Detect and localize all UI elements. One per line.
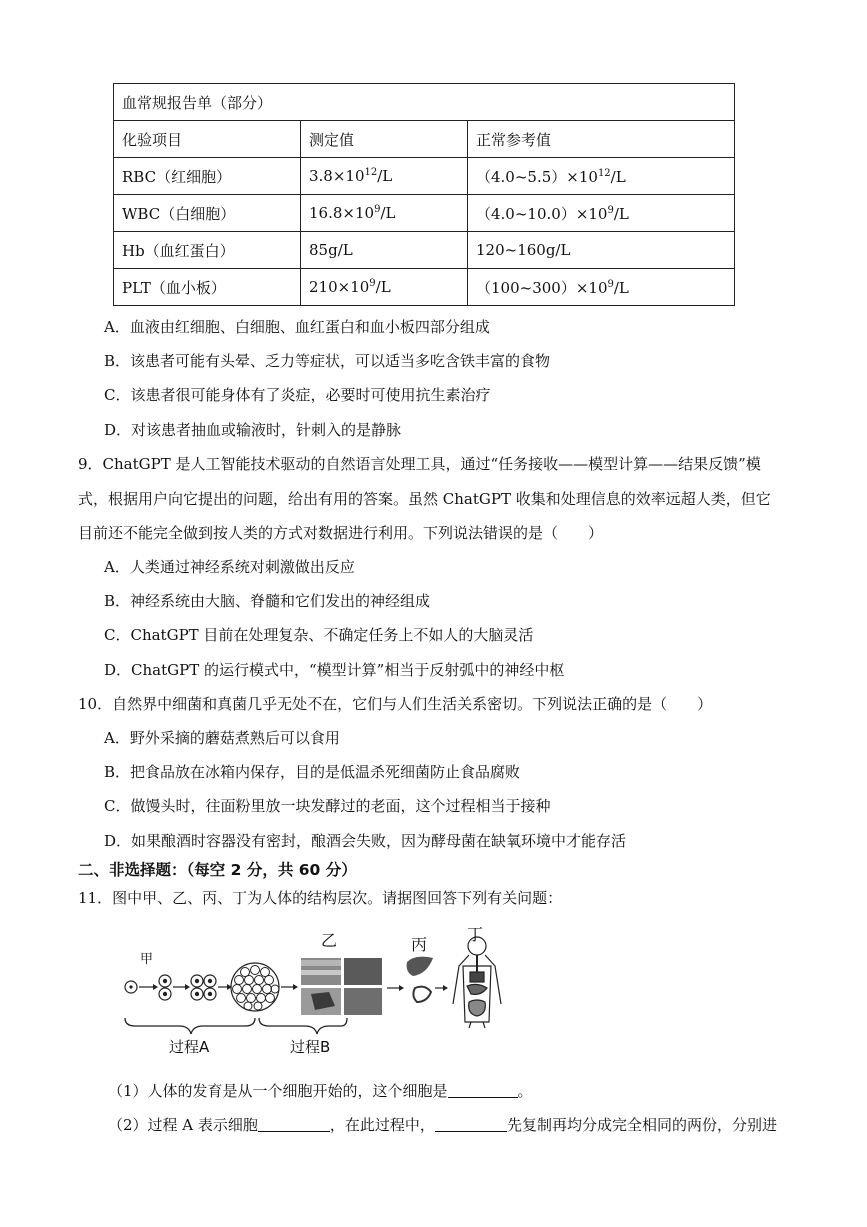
row-reference: $(4.0\sim 10.0)\times 10^9/L$ bbox=[468, 195, 735, 232]
human-body-icon bbox=[453, 937, 501, 1028]
body-structure-figure bbox=[115, 922, 525, 1062]
row-value: $210\times 10^9/L$ bbox=[301, 269, 468, 306]
row-item: RBC（红细胞） bbox=[114, 158, 301, 195]
header-item: 化验项目 bbox=[114, 121, 301, 158]
brace-a bbox=[125, 1018, 255, 1034]
q9-stem-line1: 9．ChatGPT 是人工智能技术驱动的自然语言处理工具，通过“任务接收——模型计算——结果反馈”模 bbox=[78, 455, 761, 473]
q11-stem: 11．图中甲、乙、丙、丁为人体的结构层次。请据图回答下列有关问题： bbox=[78, 889, 563, 907]
row-value: $16.8\times 10^9/L$ bbox=[301, 195, 468, 232]
q10-option-a: A．野外采摘的蘑菇煮熟后可以食用 bbox=[104, 729, 340, 747]
q11-sub1: （1）人体的发育是从一个细胞开始的，这个细胞是 。 bbox=[108, 1082, 533, 1100]
answer-blank[interactable] bbox=[448, 1081, 518, 1098]
table-row bbox=[114, 195, 735, 232]
tissue-images-icon bbox=[301, 958, 382, 1015]
q9-option-d: D．ChatGPT 的运行模式中，“模型计算”相当于反射弧中的神经中枢 bbox=[104, 661, 565, 679]
label-bing: 丙 bbox=[411, 935, 428, 954]
q9-option-b: B．神经系统由大脑、脊髓和它们发出的神经组成 bbox=[104, 592, 431, 610]
row-item: PLT（血小板） bbox=[114, 269, 301, 306]
answer-blank[interactable] bbox=[258, 1115, 330, 1132]
row-value: 85g/L bbox=[301, 232, 468, 269]
label-jia: 甲 bbox=[140, 952, 154, 967]
row-item: Hb（血红蛋白） bbox=[114, 232, 301, 269]
row-reference: $(100\sim 300)\times 10^9/L$ bbox=[468, 269, 735, 306]
label-process-b: 过程B bbox=[290, 1038, 331, 1056]
label-ding: 丁 bbox=[467, 925, 484, 944]
single-cell-icon bbox=[125, 981, 137, 993]
row-reference: $(4.0\sim 5.5)\times 10^{12}/L$ bbox=[468, 158, 735, 195]
table-title: 血常规报告单（部分） bbox=[114, 84, 735, 121]
header-reference: 正常参考值 bbox=[468, 121, 735, 158]
q9-stem-line3: 目前还不能完全做到按人类的方式对数据进行利用。下列说法错误的是（ ） bbox=[78, 524, 604, 542]
q9-stem-line2: 式，根据用户向它提出的问题，给出有用的答案。虽然 ChatGPT 收集和处理信息的效率远超人类，但它 bbox=[78, 490, 771, 508]
brace-b bbox=[259, 1018, 347, 1034]
section-heading: 二、非选择题：（每空 2 分，共 60 分） bbox=[78, 861, 357, 879]
row-reference: 120~160g/L bbox=[468, 232, 735, 269]
cell-mass-icon bbox=[231, 963, 279, 1011]
q10-option-d: D．如果酿酒时容器没有密封，酿酒会失败，因为酵母菌在缺氧环境中才能存活 bbox=[104, 832, 627, 850]
table-row bbox=[114, 232, 735, 269]
blood-report-table bbox=[113, 83, 735, 306]
q9-option-a: A．人类通过神经系统对刺激做出反应 bbox=[104, 558, 355, 576]
q8-option-a: A．血液由红细胞、白细胞、血红蛋白和血小板四部分组成 bbox=[104, 318, 490, 336]
q8-option-b: B．该患者可能有头晕、乏力等症状，可以适当多吃含铁丰富的食物 bbox=[104, 352, 551, 370]
table-row bbox=[114, 158, 735, 195]
q9-option-c: C．ChatGPT 目前在处理复杂、不确定任务上不如人的大脑灵活 bbox=[104, 626, 534, 644]
table-row bbox=[114, 269, 735, 306]
q10-option-b: B．把食品放在冰箱内保存，目的是低温杀死细菌防止食品腐败 bbox=[104, 763, 521, 781]
q8-option-d: D．对该患者抽血或输液时，针刺入的是静脉 bbox=[104, 421, 402, 439]
label-process-a: 过程A bbox=[169, 1038, 210, 1056]
row-value: $3.8\times 10^{12}/L$ bbox=[301, 158, 468, 195]
answer-blank[interactable] bbox=[435, 1115, 507, 1132]
q11-sub2: （2）过程 A 表示细胞 ，在此过程中， 先复制再均分成完全相同的两份，分别进 bbox=[108, 1116, 777, 1134]
header-value: 测定值 bbox=[301, 121, 468, 158]
four-cells-icon bbox=[191, 975, 216, 1000]
q8-option-c: C．该患者很可能身体有了炎症，必要时可使用抗生素治疗 bbox=[104, 386, 491, 404]
organ-icon bbox=[407, 957, 433, 1002]
q10-stem: 10．自然界中细菌和真菌几乎无处不在，它们与人们生活关系密切。下列说法正确的是（ ） bbox=[78, 695, 713, 713]
row-item: WBC（白细胞） bbox=[114, 195, 301, 232]
label-yi: 乙 bbox=[321, 931, 338, 950]
q10-option-c: C．做馒头时，往面粉里放一块发酵过的老面，这个过程相当于接种 bbox=[104, 797, 551, 815]
two-cells-icon bbox=[159, 975, 171, 1000]
